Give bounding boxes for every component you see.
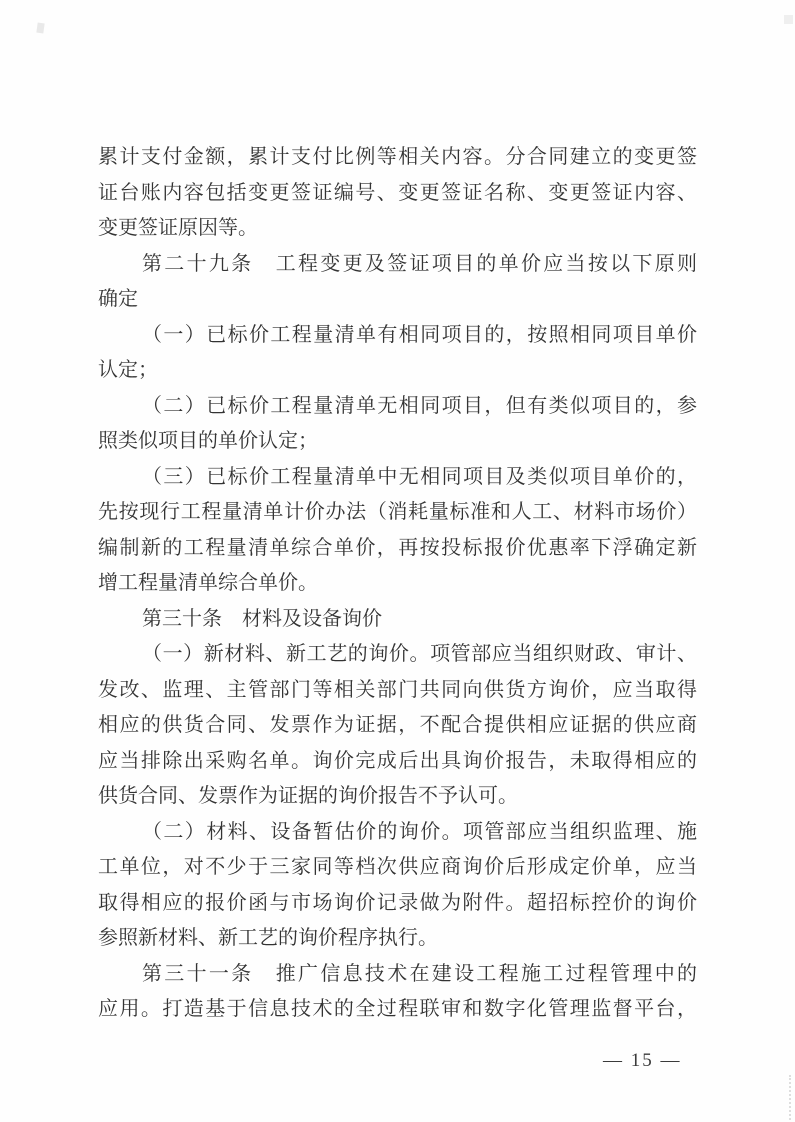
text-line: 参照新材料、新工艺的询价程序执行。	[98, 927, 438, 949]
text-line: 发改、监理、主管部门等相关部门共同向供货方询价，应当取得	[98, 678, 697, 701]
text-line: （二）已标价工程量清单无相同项目，但有类似项目的，参	[142, 394, 697, 417]
scan-artifact	[789, 1075, 791, 1120]
text-line: 应当排除出采购名单。询价完成后出具询价报告，未取得相应的	[98, 749, 697, 772]
paragraph-item-1	[98, 318, 697, 389]
paragraph-item-3	[98, 460, 697, 602]
text-line: 增工程量清单综合单价。	[98, 572, 318, 594]
text-line: （二）材料、设备暂估价的询价。项管部应当组织监理、施	[142, 820, 697, 843]
text-line: （三）已标价工程量清单中无相同项目及类似项目单价的，	[142, 465, 697, 488]
text-line: 确定	[98, 288, 138, 310]
scan-artifact	[784, 15, 793, 24]
text-line: 取得相应的报价函与市场询价记录做为附件。超招标控价的询价	[98, 891, 697, 914]
paragraph-article-29	[98, 247, 697, 318]
text-line: 先按现行工程量清单计价办法（消耗量标准和人工、材料市场价）	[98, 501, 697, 523]
text-line: （一）已标价工程量清单有相同项目的，按照相同项目单价	[142, 323, 697, 346]
text-line: 证台账内容包括变更签证编号、变更签证名称、变更签证内容、	[98, 181, 697, 204]
text-line: 供货合同、发票作为证据的询价报告不予认可。	[98, 785, 518, 807]
page-number: — 15 —	[603, 1050, 682, 1071]
paragraph-article-30	[98, 602, 697, 638]
document-body	[98, 140, 697, 1028]
scan-artifact	[36, 23, 44, 34]
text-line: 变更签证原因等。	[98, 217, 258, 239]
paragraph-item-2-materials	[98, 815, 697, 957]
text-line: 照类似项目的单价认定；	[98, 430, 318, 452]
text-line: 工单位，对不少于三家同等档次供应商询价后形成定价单，应当	[98, 856, 697, 878]
paragraph-article-31	[98, 957, 697, 1028]
paragraph-item-1-materials	[98, 637, 697, 815]
text-line: 第三十条 材料及设备询价	[142, 607, 382, 630]
text-line: 认定；	[98, 359, 158, 381]
text-line: 累计支付金额，累计支付比例等相关内容。分合同建立的变更签	[98, 146, 697, 168]
text-line: 第三十一条 推广信息技术在建设工程施工过程管理中的	[142, 962, 697, 985]
text-line: （一）新材料、新工艺的询价。项管部应当组织财政、审计、	[142, 643, 697, 665]
text-line: 编制新的工程量清单综合单价，再按投标报价优惠率下浮确定新	[98, 536, 697, 559]
text-line: 第二十九条 工程变更及签证项目的单价应当按以下原则	[142, 252, 697, 275]
text-line: 相应的供货合同、发票作为证据，不配合提供相应证据的供应商	[98, 714, 697, 736]
text-line: 应用。打造基于信息技术的全过程联审和数字化管理监督平台，	[98, 998, 697, 1020]
paragraph	[98, 140, 697, 247]
paragraph-item-2	[98, 389, 697, 460]
